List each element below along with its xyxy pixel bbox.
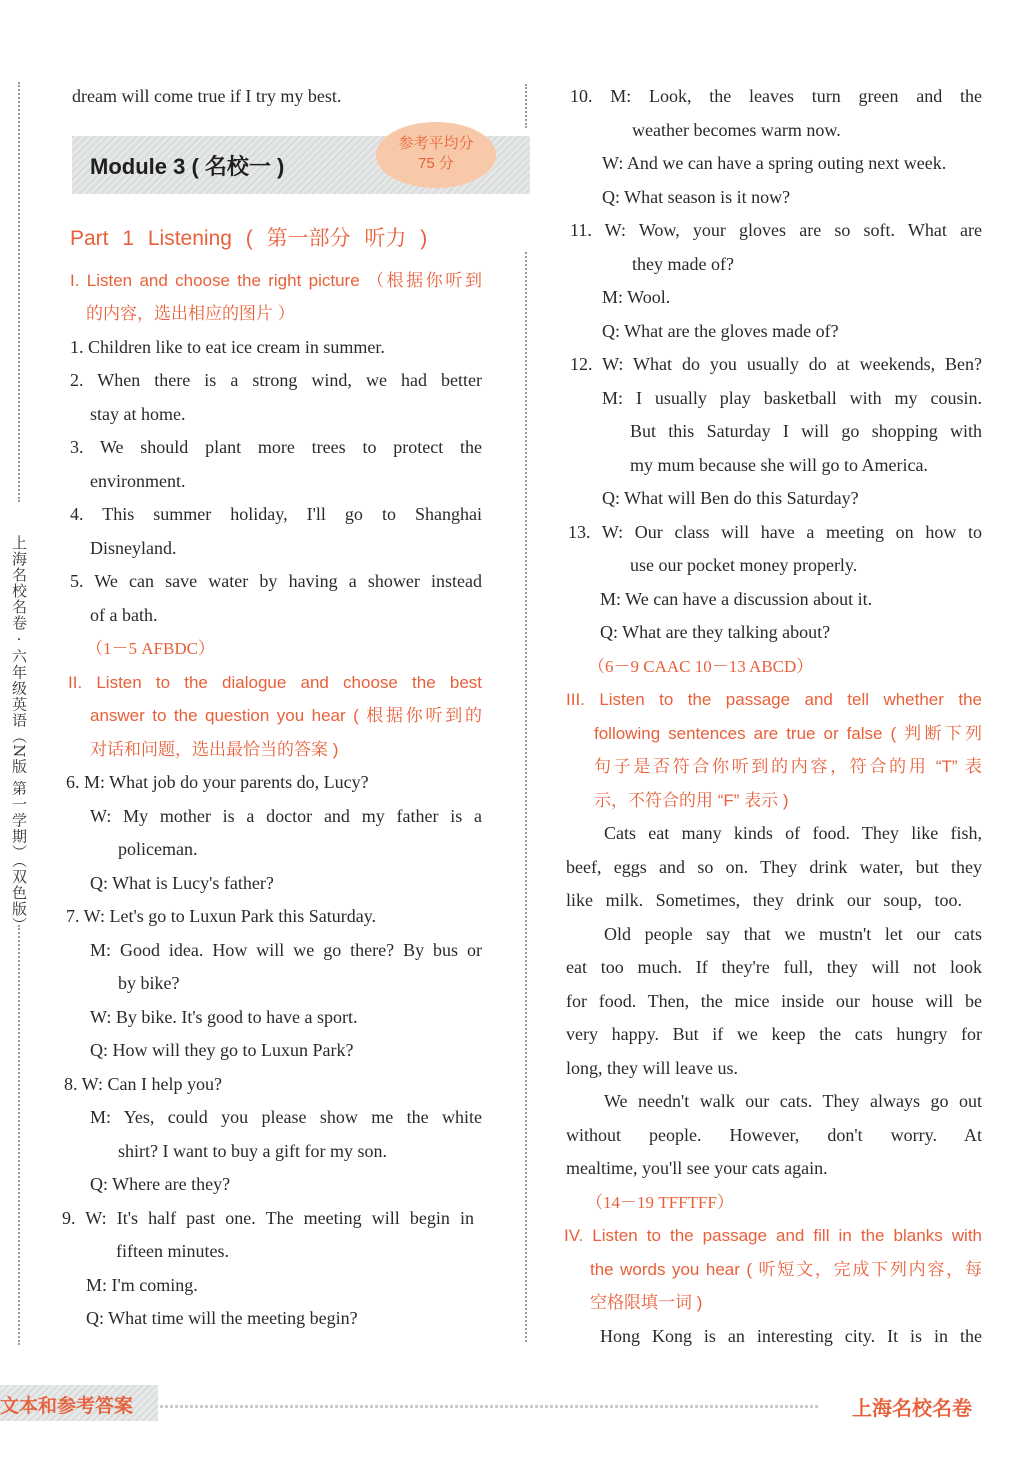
section-title: 示，不符合的用 “F” 表示 ) <box>594 790 789 810</box>
left-column <box>62 80 482 1336</box>
question-12-line: Q: What will Ben do this Saturday? <box>602 488 859 508</box>
question-11: 11. W: Wow, your gloves are so soft. What are <box>570 220 982 240</box>
score-label: 参考平均分 <box>398 134 474 152</box>
question-8-line: M: Yes, could you please show me the white <box>90 1107 482 1127</box>
footer-left-label: 文本和参考答案 <box>0 1395 134 1417</box>
right-column <box>560 80 982 1353</box>
section-title: I. Listen and choose the right picture （根据你听到 <box>70 270 482 290</box>
question-10-line: Q: What season is it now? <box>602 186 791 207</box>
module-title: Module 3 ( 名校一 ) <box>90 153 285 179</box>
question-13-line: M: We can have a discussion about it. <box>600 588 873 609</box>
module-banner <box>62 122 482 204</box>
section-title: answer to the question you hear ( 根据你听到的 <box>90 706 482 725</box>
answer-key: （14－19 TFFTFF） <box>586 1192 734 1212</box>
passage-line: We needn't walk our cats. They always go out <box>604 1091 982 1111</box>
question-10-line: weather becomes warm now. <box>632 119 841 140</box>
question-5: 5. We can save water by having a shower instead <box>70 571 482 591</box>
question-9-line: M: I'm coming. <box>86 1274 198 1295</box>
score-value: 75 分 <box>418 154 454 172</box>
passage-line: Old people say that we mustn't let our cats <box>604 923 982 944</box>
question-2-cont: stay at home. <box>90 403 186 424</box>
question-4: 4. This summer holiday, I'll go to Shanghai <box>70 504 482 524</box>
section-title: 的内容，选出相应的图片 ） <box>86 304 295 323</box>
passage-line: Hong Kong is an interesting city. It is in the <box>600 1325 982 1346</box>
question-7-line: by bike? <box>118 973 180 993</box>
text-line: dream will come true if I try my best. <box>72 86 342 106</box>
passage-line: like milk. Sometimes, they drink our soup, too. <box>566 890 962 910</box>
section-title: III. Listen to the passage and tell whether the <box>566 690 982 709</box>
question-5-cont: of a bath. <box>90 604 158 625</box>
footer-brand: 上海名校名卷 <box>852 1396 972 1420</box>
question-12-line: my mum because she will go to America. <box>630 454 928 475</box>
answer-key: （6－9 CAAC 10－13 ABCD） <box>588 656 814 676</box>
question-9-line: fifteen minutes. <box>116 1241 229 1261</box>
question-8-line: Q: Where are they? <box>90 1174 231 1194</box>
section-title: 句子是否符合你听到的内容，符合的用 “T” 表 <box>594 757 982 776</box>
question-3: 3. We should plant more trees to protect the <box>70 437 482 457</box>
part-title: Part 1 Listening ( 第一部分 听力 ) <box>70 226 428 250</box>
question-11-line: they made of? <box>632 253 734 274</box>
question-10-line: W: And we can have a spring outing next week. <box>602 153 947 173</box>
question-7-line: W: By bike. It's good to have a sport. <box>90 1006 358 1027</box>
question-11-line: Q: What are the gloves made of? <box>602 320 839 341</box>
question-6-line: Q: What is Lucy's father? <box>90 872 274 893</box>
question-11-line: M: Wool. <box>602 287 671 307</box>
question-3-cont: environment. <box>90 470 186 491</box>
question-13-line: use our pocket money properly. <box>630 555 858 575</box>
question-12-line: But this Saturday I will go shopping with <box>630 421 982 441</box>
question-1: 1. Children like to eat ice cream in summer. <box>70 336 385 357</box>
margin-dotted-line-bottom <box>18 925 20 1345</box>
passage-line: very happy. But if we keep the cats hungry for <box>566 1024 982 1044</box>
passage-line: Cats eat many kinds of food. They like fish, <box>604 823 982 843</box>
question-13-line: Q: What are they talking about? <box>600 622 831 642</box>
question-12: 12. W: What do you usually do at weekends, Ben? <box>570 354 982 374</box>
passage-line: for food. Then, the mice inside our house will be <box>566 990 982 1011</box>
question-12-line: M: I usually play basketball with my cousin. <box>602 387 982 408</box>
passage-line: mealtime, you'll see your cats again. <box>566 1158 828 1178</box>
question-10: 10. M: Look, the leaves turn green and the <box>570 86 982 106</box>
question-4-cont: Disneyland. <box>90 537 177 558</box>
section-title: following sentences are true or false ( 判断下列 <box>594 723 982 743</box>
passage-line: beef, eggs and so on. They drink water, but they <box>566 856 982 877</box>
question-9-line: Q: What time will the meeting begin? <box>86 1308 358 1328</box>
section-title: IV. Listen to the passage and fill in the blanks with <box>564 1226 982 1245</box>
question-7-line: M: Good idea. How will we go there? By bus or <box>90 939 482 960</box>
question-6: 6. M: What job do your parents do, Lucy? <box>66 772 369 792</box>
side-label: 上海名校名卷 · 六年级英语（N版 第一学期）（双色版） <box>10 535 28 933</box>
question-6-line: W: My mother is a doctor and my father is a <box>90 805 482 826</box>
section-title: the words you hear ( 听短文，完成下列内容，每 <box>590 1259 982 1279</box>
column-divider-top <box>525 84 527 128</box>
margin-dotted-line-top <box>18 82 20 502</box>
passage-line: without people. However, don't worry. At <box>566 1124 982 1145</box>
footer-tab <box>0 1385 158 1421</box>
footer-rule <box>160 1405 820 1408</box>
question-8-line: shirt? I want to buy a gift for my son. <box>118 1140 387 1161</box>
question-6-line: policeman. <box>118 839 198 859</box>
section-title: II. Listen to the dialogue and choose the best <box>68 672 482 692</box>
question-2: 2. When there is a strong wind, we had better <box>70 370 482 390</box>
section-title: 空格限填一词 ) <box>590 1293 703 1312</box>
column-divider <box>525 252 527 1342</box>
question-8: 8. W: Can I help you? <box>64 1073 222 1094</box>
question-9: 9. W: It's half past one. The meeting will begin in <box>62 1207 474 1228</box>
question-13: 13. W: Our class will have a meeting on how to <box>568 521 982 542</box>
answer-key: （1－5 AFBDC） <box>86 639 215 658</box>
question-7-line: Q: How will they go to Luxun Park? <box>90 1040 354 1060</box>
question-7: 7. W: Let's go to Luxun Park this Saturday. <box>66 906 377 926</box>
passage-line: long, they will leave us. <box>566 1057 738 1078</box>
passage-line: eat too much. If they're full, they will not look <box>566 957 982 977</box>
section-title: 对话和问题，选出最恰当的答案 ) <box>90 739 339 759</box>
score-badge <box>376 122 496 188</box>
